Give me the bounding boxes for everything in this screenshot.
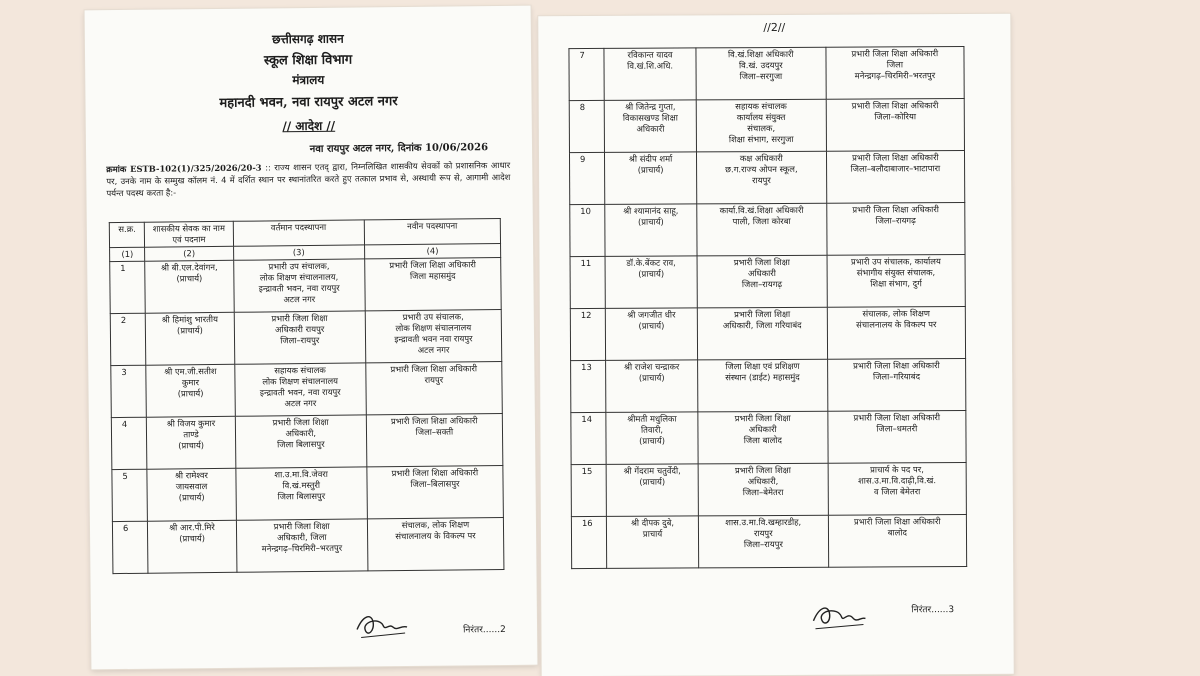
current-posting-cell: प्रभारी जिला शिक्षा अधिकारी जिला–रायगढ़ bbox=[697, 255, 827, 308]
document-page-2 bbox=[538, 14, 1013, 676]
table-row bbox=[112, 517, 504, 573]
new-posting-cell: प्रभारी जिला शिक्षा अधिकारी बालोद bbox=[828, 515, 967, 568]
new-posting-cell: प्रभारी जिला शिक्षा अधिकारी जिला–बलौदाबाजार–भाटापारा bbox=[826, 151, 965, 204]
serial-cell: 15 bbox=[571, 464, 606, 516]
transfer-table-page-2 bbox=[568, 46, 967, 569]
serial-cell: 4 bbox=[111, 417, 147, 469]
col-num-4: (4) bbox=[364, 244, 500, 259]
order-heading: // आदेश // bbox=[282, 118, 336, 134]
col-num-1: (1) bbox=[110, 247, 146, 261]
govt-name: छत्तीसगढ़ शासन bbox=[271, 31, 344, 47]
name-cell: श्री एम.जी.सतीश कुमार (प्राचार्य) bbox=[146, 364, 235, 417]
table-row bbox=[569, 151, 964, 205]
current-posting-cell: प्रभारी जिला शिक्षा अधिकारी रायपुर जिला–रायपुर bbox=[234, 311, 366, 364]
table-row bbox=[571, 463, 966, 517]
current-posting-cell: कार्या.वि.खं.शिक्षा अधिकारी पाली, जिला कोरबा bbox=[697, 203, 827, 256]
name-cell: श्रीमती मधुलिका तिवारी, (प्राचार्य) bbox=[606, 412, 698, 464]
new-posting-cell: प्रभारी जिला शिक्षा अधिकारी जिला–बिलासपुर bbox=[367, 465, 504, 518]
table-body bbox=[569, 47, 967, 569]
new-posting-cell: प्राचार्य के पद पर, शास.उ.मा.वि.दाढ़ी,वि.खं. व जिला बेमेतरा bbox=[828, 463, 967, 516]
col-num-3: (3) bbox=[233, 245, 364, 260]
name-cell: श्री आर.पी.मिरे (प्राचार्य) bbox=[148, 520, 237, 573]
serial-cell: 2 bbox=[110, 313, 146, 365]
current-posting-cell: शा.उ.मा.वि.जेवरा वि.खं.मस्तुरी जिला बिलासपुर bbox=[235, 467, 367, 520]
new-posting-cell: प्रभारी जिला शिक्षा अधिकारी जिला–सक्ती bbox=[366, 414, 503, 467]
table-row bbox=[110, 310, 502, 366]
serial-cell: 10 bbox=[570, 204, 605, 256]
name-cell: श्री गेंदराम चतुर्वेदी, (प्राचार्य) bbox=[606, 464, 698, 516]
new-posting-cell: प्रभारी जिला शिक्षा अधिकारी जिला–रायगढ़ bbox=[826, 203, 965, 256]
continued-label: निरंतर......3 bbox=[911, 605, 955, 616]
name-cell: श्री राजेश चन्द्राकर (प्राचार्य) bbox=[606, 360, 698, 412]
signature bbox=[353, 607, 415, 644]
table-row bbox=[571, 359, 966, 413]
new-posting-cell: प्रभारी जिला शिक्षा अधिकारी जिला–गरियाबंद bbox=[827, 359, 966, 412]
current-posting-cell: प्रभारी जिला शिक्षा अधिकारी, जिला बिलासपुर bbox=[235, 415, 367, 468]
table-row bbox=[112, 465, 504, 521]
name-cell: डॉ.के.बेंकट राव, (प्राचार्य) bbox=[605, 256, 697, 308]
current-posting-cell: प्रभारी जिला शिक्षा अधिकारी जिला बालोद bbox=[698, 411, 828, 464]
serial-cell: 11 bbox=[570, 256, 605, 308]
reference-number: क्रमांक ESTB-102(1)/325/2026/20-3 bbox=[106, 162, 262, 175]
name-cell: श्री बी.एल.देवांगन, (प्राचार्य) bbox=[145, 260, 234, 313]
name-cell: श्री रामेश्वर जायसवाल (प्राचार्य) bbox=[147, 468, 236, 521]
serial-cell: 7 bbox=[569, 48, 604, 100]
document-page-1 bbox=[85, 6, 538, 670]
ministry-name: मंत्रालय bbox=[292, 72, 325, 88]
serial-cell: 14 bbox=[571, 412, 606, 464]
signature bbox=[809, 597, 871, 633]
header-name: शासकीय सेवक का नाम एवं पदनाम bbox=[145, 221, 233, 247]
new-posting-cell: प्रभारी जिला शिक्षा अधिकारी रायपुर bbox=[366, 362, 503, 415]
order-paragraph bbox=[106, 159, 510, 199]
new-posting-cell: प्रभारी जिला शिक्षा अधिकारी जिला मनेन्द्रगढ़–चिरमिरी–भरतपुर bbox=[826, 47, 965, 100]
office-address: महानदी भवन, नवा रायपुर अटल नगर bbox=[219, 94, 398, 111]
name-cell: रविकान्त यादव वि.खं.शि.अधि. bbox=[604, 48, 696, 100]
new-posting-cell: प्रभारी उप संचालक, लोक शिक्षण संचालनालय इन्द्रावती भवन नवा रायपुर अटल नगर bbox=[365, 310, 502, 363]
new-posting-cell: संचालक, लोक शिक्षण संचालनालय के विकल्प पर bbox=[367, 517, 504, 570]
current-posting-cell: शास.उ.मा.वि.खम्हारडीह, रायपुर जिला–रायपुर bbox=[698, 515, 828, 568]
transfer-table-page-1 bbox=[109, 218, 505, 574]
new-posting-cell: प्रभारी जिला शिक्षा अधिकारी जिला–धमतरी bbox=[828, 411, 967, 464]
new-posting-cell: प्रभारी जिला शिक्षा अधिकारी जिला महासमुंद bbox=[365, 258, 502, 311]
serial-cell: 13 bbox=[571, 360, 606, 412]
current-posting-cell: प्रभारी जिला शिक्षा अधिकारी, जिला मनेन्द्रगढ़–चिरमिरी–भरतपुर bbox=[236, 519, 368, 572]
serial-cell: 8 bbox=[569, 100, 604, 152]
name-cell: श्री जगजीत धीर (प्राचार्य) bbox=[606, 308, 698, 360]
header-serial: स.क्र. bbox=[109, 222, 145, 247]
name-cell: श्री संदीप शर्मा (प्राचार्य) bbox=[605, 152, 697, 204]
place-and-date: नवा रायपुर अटल नगर, दिनांक 10/06/2026 bbox=[309, 142, 489, 156]
order-text: :: राज्य शासन एतद् द्वारा, निम्नलिखित शासकीय सेवकों को प्रशासनिक आधार पर, उनके नाम के सम्मुख कॉलम नं. 4 में दर्शित स्थान पर स्थानांतरित करते हुए तत्काल प्रभाव से, अस्थायी रूप से, आगामी आदेश पर्यन्त पदस्थ करता है:- bbox=[106, 159, 511, 199]
serial-cell: 5 bbox=[112, 469, 148, 521]
new-posting-cell: प्रभारी जिला शिक्षा अधिकारी जिला–कोरिया bbox=[826, 99, 965, 152]
table-row bbox=[570, 203, 965, 257]
name-cell: श्री जितेन्द्र गुप्ता, विकासखण्ड शिक्षा अधिकारी bbox=[604, 100, 696, 152]
continued-label: निरंतर......2 bbox=[463, 624, 506, 636]
current-posting-cell: जिला शिक्षा एवं प्रशिक्षण संस्थान (डाईट) महासमुंद bbox=[697, 359, 827, 412]
new-posting-cell: संचालक, लोक शिक्षण संचालनालय के विकल्प पर bbox=[827, 307, 966, 360]
table-row bbox=[111, 362, 503, 418]
current-posting-cell: सहायक संचालक लोक शिक्षण संचालनालय इन्द्रावती भवन, नवा रायपुर अटल नगर bbox=[234, 363, 366, 416]
table-row bbox=[571, 515, 966, 569]
table-row bbox=[569, 99, 964, 153]
current-posting-cell: प्रभारी उप संचालक, लोक शिक्षण संचालनालय, इन्द्रावती भवन, नवा रायपुर अटल नगर bbox=[233, 259, 365, 312]
serial-cell: 6 bbox=[112, 521, 148, 573]
current-posting-cell: कक्ष अधिकारी छ.ग.राज्य ओपन स्कूल, रायपुर bbox=[696, 151, 826, 204]
col-num-2: (2) bbox=[145, 246, 233, 261]
table-body bbox=[110, 258, 504, 574]
name-cell: श्री विजय कुमार ताण्डे (प्राचार्य) bbox=[147, 416, 236, 469]
header-new-posting: नवीन पदस्थापना bbox=[364, 219, 500, 245]
table-row bbox=[110, 258, 502, 314]
serial-cell: 16 bbox=[571, 516, 606, 568]
name-cell: श्री हिमांशु भारतीय (प्राचार्य) bbox=[146, 312, 235, 365]
table-row bbox=[570, 255, 965, 309]
table-row bbox=[569, 47, 964, 101]
serial-cell: 1 bbox=[110, 261, 146, 313]
name-cell: श्री दीपक दुबे, प्राचार्य bbox=[607, 516, 699, 568]
table-row bbox=[570, 307, 965, 361]
header-current-posting: वर्तमान पदस्थापना bbox=[233, 220, 364, 246]
serial-cell: 12 bbox=[570, 308, 605, 360]
serial-cell: 3 bbox=[111, 365, 147, 417]
table-row bbox=[571, 411, 966, 465]
table-row bbox=[111, 414, 503, 470]
new-posting-cell: प्रभारी उप संचालक, कार्यालय संभागीय संयुक्त संचालक, शिक्षा संभाग, दुर्ग bbox=[827, 255, 966, 308]
current-posting-cell: प्रभारी जिला शिक्षा अधिकारी, जिला–बेमेतरा bbox=[698, 463, 828, 516]
current-posting-cell: प्रभारी जिला शिक्षा अधिकारी, जिला गरियाबंद bbox=[697, 307, 827, 360]
current-posting-cell: सहायक संचालक कार्यालय संयुक्त संचालक, शिक्षा संभाग, सरगुजा bbox=[696, 99, 826, 152]
page-number: //2// bbox=[763, 20, 786, 35]
department-name: स्कूल शिक्षा विभाग bbox=[263, 52, 353, 69]
name-cell: श्री श्यामानंद साहू, (प्राचार्य) bbox=[605, 204, 697, 256]
serial-cell: 9 bbox=[569, 152, 604, 204]
letterhead bbox=[85, 28, 532, 137]
current-posting-cell: वि.खं.शिक्षा अधिकारी वि.खं. उदयपुर जिला–सरगुजा bbox=[696, 47, 826, 100]
